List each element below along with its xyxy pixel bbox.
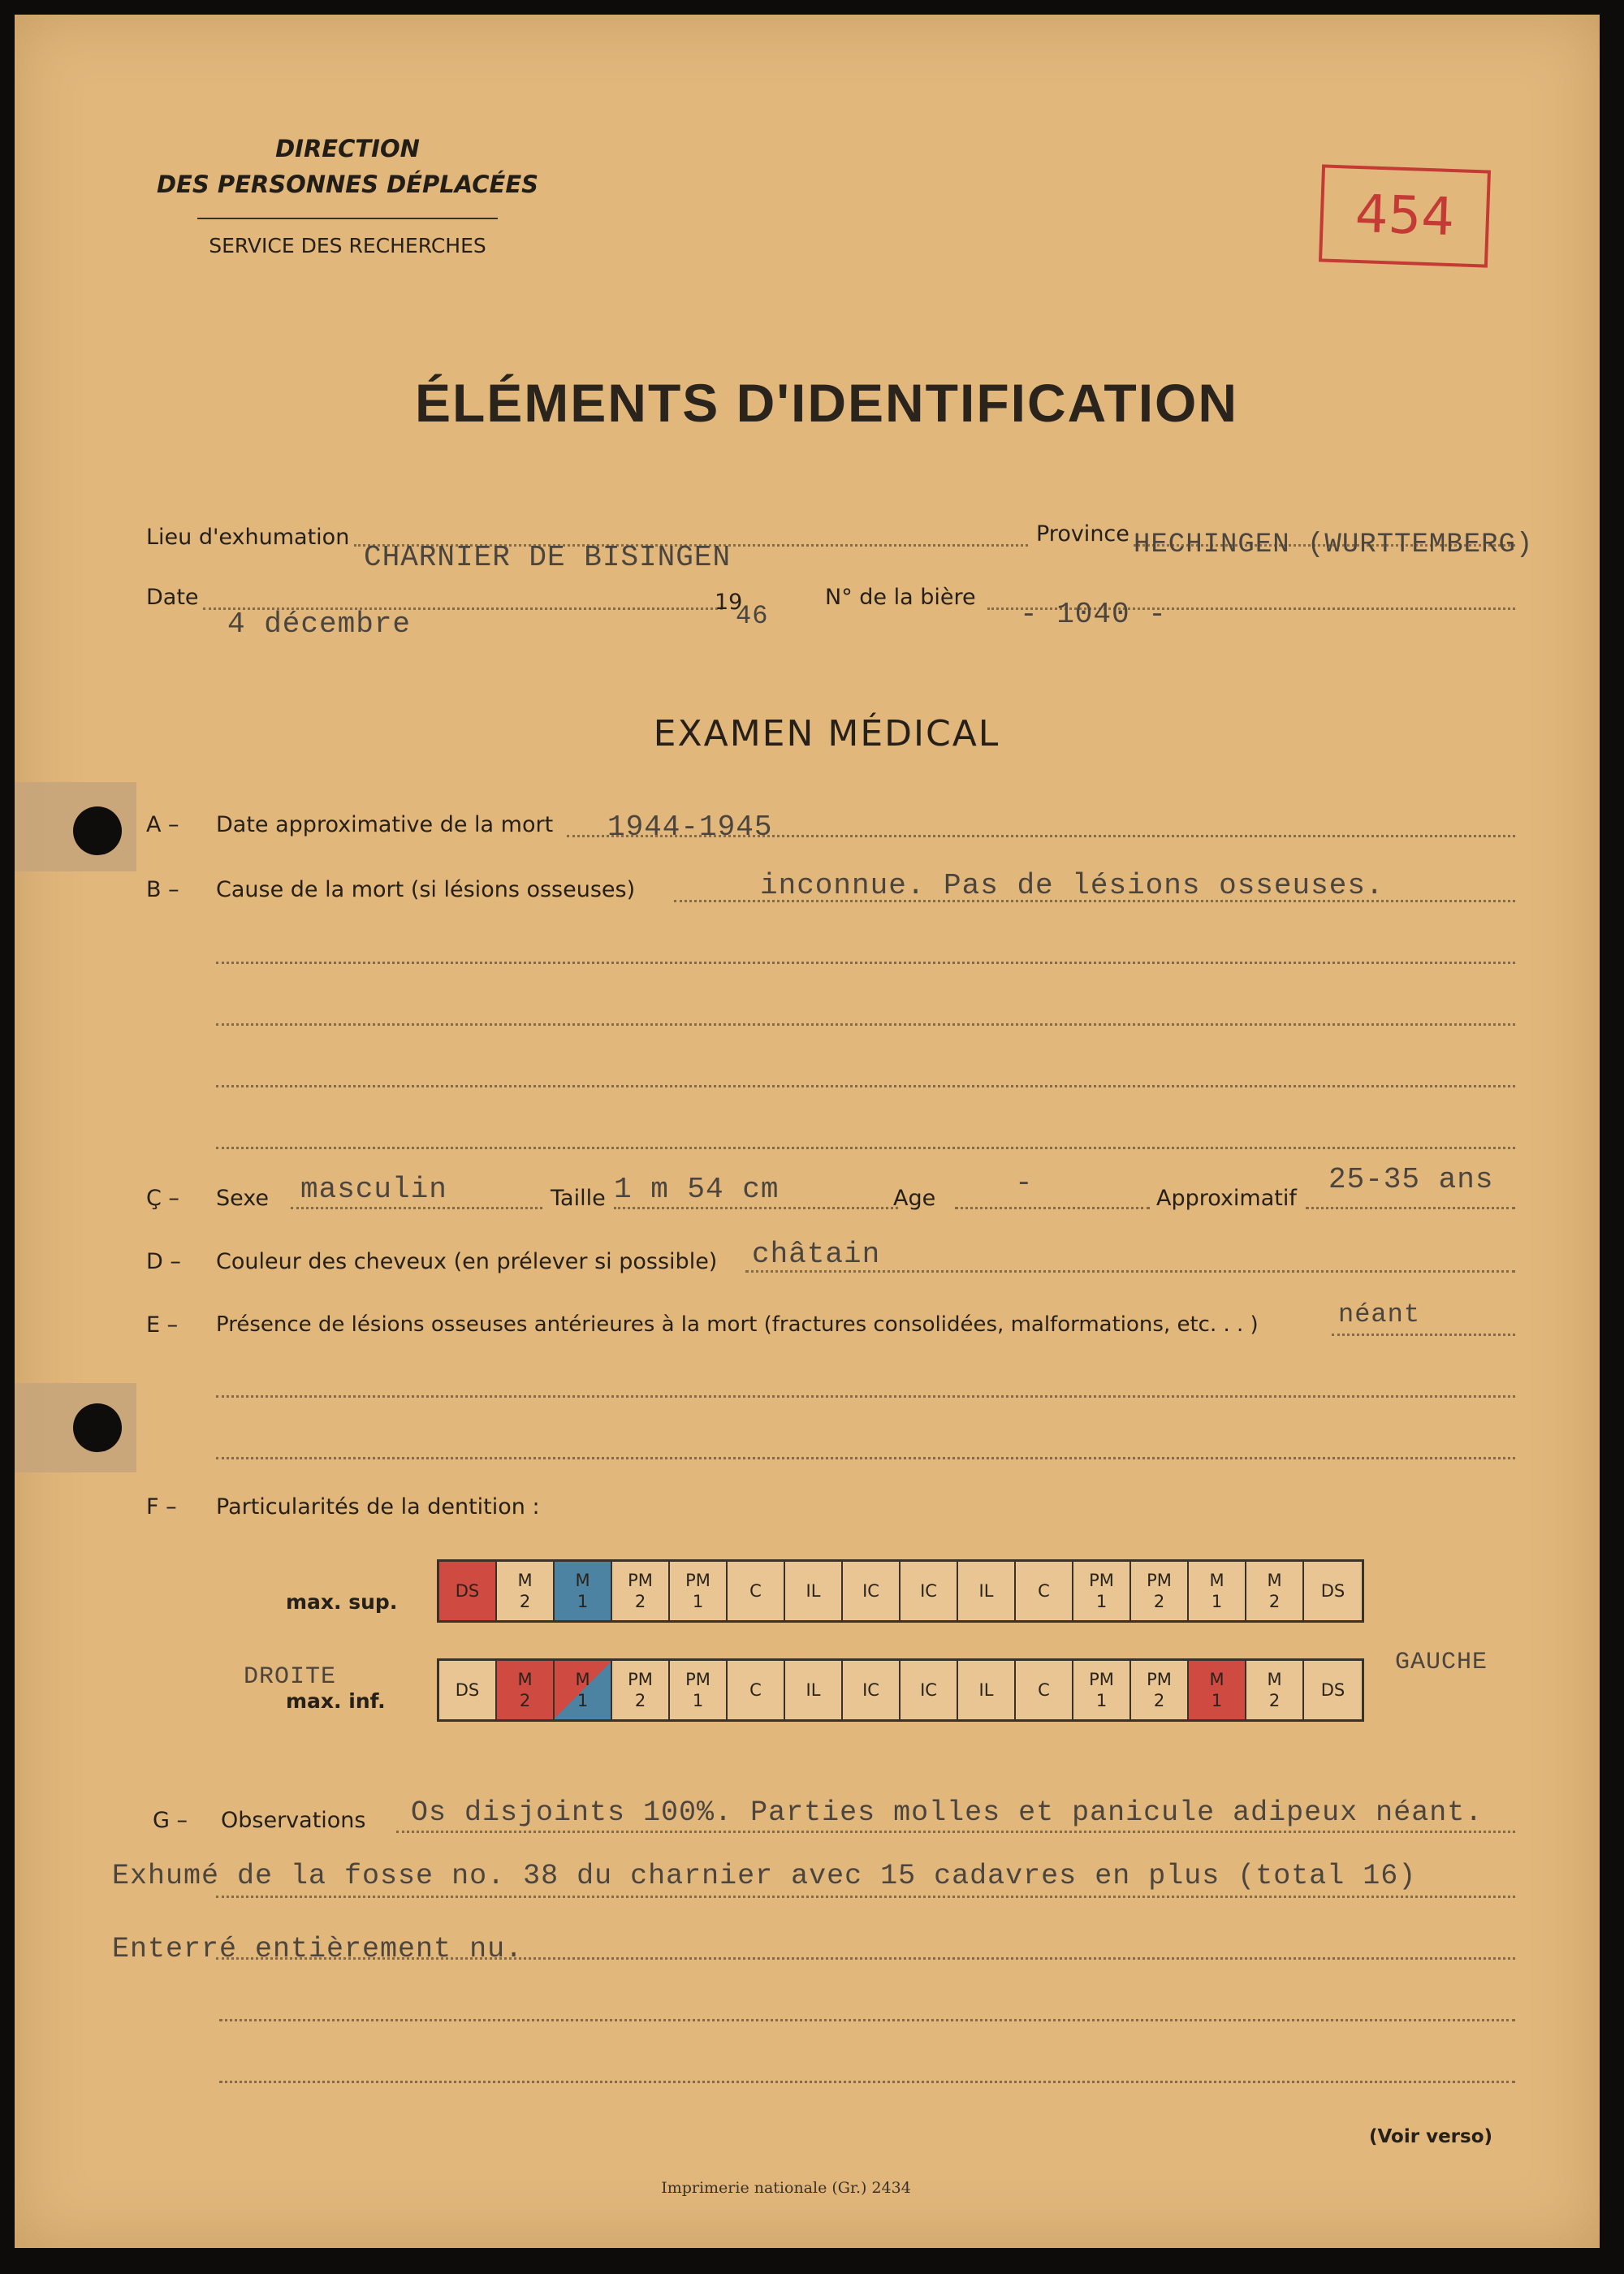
lower-tooth-1 bbox=[439, 1661, 497, 1719]
tooth-type-label: M bbox=[1267, 1669, 1282, 1689]
year-value: 46 bbox=[736, 601, 769, 631]
upper-tooth-7 bbox=[785, 1562, 843, 1620]
lieu-label: Lieu d'exhumation bbox=[146, 525, 350, 550]
tooth-number-label: 2 bbox=[519, 1592, 531, 1611]
upper-tooth-10 bbox=[958, 1562, 1016, 1620]
tooth-type-label: M bbox=[517, 1669, 533, 1689]
item-e-letter: E – bbox=[146, 1312, 179, 1338]
lower-tooth-3 bbox=[555, 1661, 612, 1719]
tooth-type-label: C bbox=[1038, 1680, 1050, 1700]
item-g-line1: Os disjoints 100%. Parties molles et panicule adipeux néant. bbox=[411, 1796, 1484, 1829]
sexe-label: Sexe bbox=[216, 1186, 270, 1211]
header-divider bbox=[197, 218, 498, 219]
item-g-label: Observations bbox=[221, 1808, 366, 1833]
lower-tooth-10 bbox=[958, 1661, 1016, 1719]
tooth-number-label: 1 bbox=[1211, 1592, 1223, 1611]
tooth-type-label: PM bbox=[628, 1669, 653, 1689]
tooth-number-label: 2 bbox=[634, 1592, 646, 1611]
droite-label: DROITE bbox=[244, 1663, 337, 1691]
lower-tooth-14 bbox=[1189, 1661, 1246, 1719]
tooth-type-label: M bbox=[575, 1570, 590, 1590]
upper-tooth-3 bbox=[555, 1562, 612, 1620]
item-g-line4-dots bbox=[219, 2019, 1515, 2021]
item-e-value: néant bbox=[1338, 1299, 1421, 1329]
max-sup-label: max. sup. bbox=[286, 1590, 398, 1614]
upper-tooth-5 bbox=[670, 1562, 728, 1620]
upper-tooth-1 bbox=[439, 1562, 497, 1620]
tooth-type-label: IL bbox=[806, 1580, 821, 1601]
tooth-type-label: C bbox=[1038, 1580, 1050, 1601]
item-a-label: Date approximative de la mort bbox=[216, 812, 554, 837]
lower-tooth-4 bbox=[612, 1661, 670, 1719]
tooth-number-label: 2 bbox=[634, 1691, 646, 1710]
item-e-line3 bbox=[216, 1457, 1515, 1459]
biere-label: N° de la bière bbox=[825, 585, 976, 610]
lower-tooth-16 bbox=[1304, 1661, 1362, 1719]
item-g-dots bbox=[396, 1831, 1515, 1833]
tooth-type-label: PM bbox=[685, 1669, 710, 1689]
item-f-letter: F – bbox=[146, 1494, 177, 1520]
tooth-type-label: C bbox=[749, 1580, 762, 1601]
header-service: SERVICE DES RECHERCHES bbox=[209, 234, 486, 257]
tooth-type-label: PM bbox=[1147, 1570, 1172, 1590]
upper-tooth-2 bbox=[497, 1562, 555, 1620]
tooth-number-label: 1 bbox=[692, 1691, 704, 1710]
tooth-type-label: DS bbox=[1320, 1680, 1345, 1700]
tooth-type-label: IC bbox=[862, 1580, 879, 1601]
voir-verso: (Voir verso) bbox=[1369, 2126, 1493, 2147]
lower-tooth-8 bbox=[843, 1661, 901, 1719]
tooth-type-label: IC bbox=[920, 1680, 937, 1700]
date-label: Date bbox=[146, 585, 199, 610]
item-a-value: 1944-1945 bbox=[607, 811, 773, 844]
tooth-number-label: 2 bbox=[1268, 1592, 1281, 1611]
stamp-number: 454 bbox=[1319, 164, 1491, 267]
tooth-type-label: DS bbox=[455, 1580, 480, 1601]
sexe-value: masculin bbox=[300, 1173, 447, 1206]
tooth-type-label: DS bbox=[1320, 1580, 1345, 1601]
tooth-number-label: 2 bbox=[1153, 1691, 1165, 1710]
date-value: 4 décembre bbox=[227, 607, 412, 641]
approx-dots bbox=[1306, 1207, 1515, 1209]
header-direction: DIRECTION bbox=[275, 135, 420, 162]
imprimerie-note: Imprimerie nationale (Gr.) 2434 bbox=[661, 2179, 911, 2197]
tooth-type-label: PM bbox=[1147, 1669, 1172, 1689]
upper-tooth-6 bbox=[728, 1562, 785, 1620]
lower-teeth-chart bbox=[437, 1658, 1364, 1722]
tooth-type-label: M bbox=[1209, 1570, 1224, 1590]
approx-value: 25-35 ans bbox=[1328, 1163, 1494, 1196]
item-b-line5 bbox=[216, 1147, 1515, 1149]
upper-tooth-8 bbox=[843, 1562, 901, 1620]
lower-tooth-7 bbox=[785, 1661, 843, 1719]
tooth-type-label: PM bbox=[628, 1570, 653, 1590]
tooth-type-label: M bbox=[575, 1669, 590, 1689]
tooth-type-label: DS bbox=[455, 1680, 480, 1700]
item-d-letter: D – bbox=[146, 1249, 181, 1274]
age-dots bbox=[955, 1207, 1150, 1209]
age-label: Age bbox=[893, 1186, 936, 1211]
lower-tooth-11 bbox=[1016, 1661, 1073, 1719]
item-g-letter: G – bbox=[153, 1808, 188, 1833]
tooth-type-label: C bbox=[749, 1680, 762, 1700]
section-title: EXAMEN MÉDICAL bbox=[653, 713, 1000, 754]
sexe-dots bbox=[291, 1207, 542, 1209]
lower-tooth-9 bbox=[901, 1661, 958, 1719]
approx-label: Approximatif bbox=[1156, 1186, 1297, 1211]
tooth-type-label: M bbox=[517, 1570, 533, 1590]
tooth-number-label: 1 bbox=[1211, 1691, 1223, 1710]
item-b-value: inconnue. Pas de lésions osseuses. bbox=[760, 869, 1384, 902]
upper-teeth-chart bbox=[437, 1559, 1364, 1623]
item-g-line2-dots bbox=[216, 1896, 1515, 1898]
tooth-type-label: M bbox=[1267, 1570, 1282, 1590]
item-e-dots bbox=[1332, 1334, 1515, 1336]
tooth-type-label: M bbox=[1209, 1669, 1224, 1689]
tooth-type-label: IC bbox=[920, 1580, 937, 1601]
tooth-number-label: 2 bbox=[1153, 1592, 1165, 1611]
header-personnes-deplacees: DES PERSONNES DÉPLACÉES bbox=[156, 171, 539, 198]
lower-tooth-6 bbox=[728, 1661, 785, 1719]
item-b-line3 bbox=[216, 1023, 1515, 1026]
tooth-type-label: IC bbox=[862, 1680, 879, 1700]
item-g-line2: Exhumé de la fosse no. 38 du charnier avec 15 cadavres en plus (total 16) bbox=[112, 1860, 1417, 1892]
item-c-letter: Ç – bbox=[146, 1186, 179, 1211]
province-value: HECHINGEN (WURTTEMBERG) bbox=[1134, 530, 1534, 560]
tooth-type-label: PM bbox=[1089, 1669, 1114, 1689]
year-prefix: 19 bbox=[715, 590, 743, 615]
tooth-number-label: 1 bbox=[577, 1691, 589, 1710]
max-inf-label: max. inf. bbox=[286, 1689, 386, 1713]
item-a-letter: A – bbox=[146, 812, 179, 837]
form-title: ÉLÉMENTS D'IDENTIFICATION bbox=[414, 373, 1239, 433]
punch-hole-top bbox=[73, 806, 122, 855]
upper-tooth-4 bbox=[612, 1562, 670, 1620]
tooth-number-label: 1 bbox=[577, 1592, 589, 1611]
lower-tooth-13 bbox=[1131, 1661, 1189, 1719]
upper-tooth-13 bbox=[1131, 1562, 1189, 1620]
age-value: - bbox=[1015, 1166, 1034, 1200]
tooth-type-label: IL bbox=[806, 1680, 821, 1700]
item-g-line5-dots bbox=[219, 2081, 1515, 2083]
tooth-number-label: 1 bbox=[1095, 1592, 1108, 1611]
lower-tooth-15 bbox=[1246, 1661, 1304, 1719]
punch-hole-bottom bbox=[73, 1403, 122, 1452]
biere-value: - 1040 - bbox=[1020, 598, 1167, 631]
taille-dots bbox=[614, 1207, 898, 1209]
item-d-value: châtain bbox=[752, 1238, 881, 1271]
tooth-type-label: IL bbox=[978, 1580, 994, 1601]
upper-tooth-12 bbox=[1073, 1562, 1131, 1620]
tooth-type-label: IL bbox=[978, 1680, 994, 1700]
upper-tooth-11 bbox=[1016, 1562, 1073, 1620]
lieu-value: CHARNIER DE BISINGEN bbox=[364, 541, 732, 574]
item-e-label: Présence de lésions osseuses antérieures à la mort (fractures consolidées, malformations, etc. . . ) bbox=[216, 1312, 1259, 1337]
upper-tooth-9 bbox=[901, 1562, 958, 1620]
gauche-label: GAUCHE bbox=[1395, 1649, 1488, 1676]
item-b-line2 bbox=[216, 962, 1515, 964]
lower-tooth-5 bbox=[670, 1661, 728, 1719]
tooth-number-label: 1 bbox=[692, 1592, 704, 1611]
tooth-type-label: PM bbox=[1089, 1570, 1114, 1590]
taille-value: 1 m 54 cm bbox=[614, 1173, 780, 1206]
tooth-number-label: 2 bbox=[519, 1691, 531, 1710]
tooth-number-label: 2 bbox=[1268, 1691, 1281, 1710]
tooth-type-label: PM bbox=[685, 1570, 710, 1590]
taille-label: Taille bbox=[551, 1186, 606, 1211]
tooth-number-label: 1 bbox=[1095, 1691, 1108, 1710]
item-g-line3: Enterré entièrement nu. bbox=[112, 1933, 524, 1965]
lower-tooth-12 bbox=[1073, 1661, 1131, 1719]
form-sheet bbox=[15, 15, 1600, 2248]
lower-tooth-2 bbox=[497, 1661, 555, 1719]
item-b-label: Cause de la mort (si lésions osseuses) bbox=[216, 877, 636, 902]
upper-tooth-14 bbox=[1189, 1562, 1246, 1620]
item-d-label: Couleur des cheveux (en prélever si possible) bbox=[216, 1249, 718, 1274]
item-f-label: Particularités de la dentition : bbox=[216, 1494, 540, 1520]
item-b-line4 bbox=[216, 1085, 1515, 1087]
upper-tooth-16 bbox=[1304, 1562, 1362, 1620]
item-e-line2 bbox=[216, 1395, 1515, 1398]
upper-tooth-15 bbox=[1246, 1562, 1304, 1620]
item-b-letter: B – bbox=[146, 877, 179, 902]
province-label: Province bbox=[1036, 521, 1129, 547]
